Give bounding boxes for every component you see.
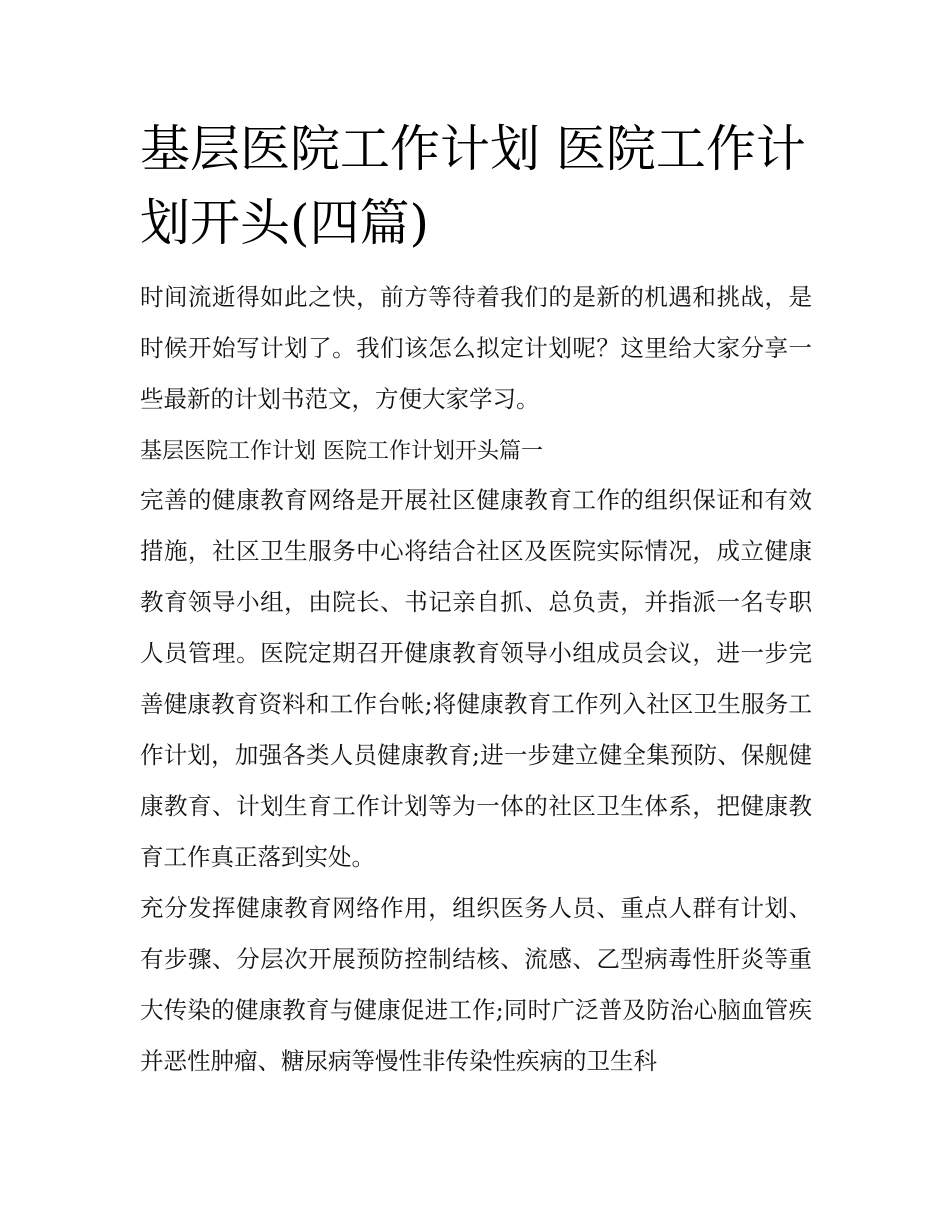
body-paragraph-2: 充分发挥健康教育网络作用，组织医务人员、重点人群有计划、有步骤、分层次开展预防控制结核、流感、乙型病毒性肝炎等重大传染的健康教育与健康促进工作;同时广泛普及防治心脑血管疾并恶性肿瘤、糖尿病等慢性非传染性疾病的卫生科 [140,894,812,1075]
document-page [140,112,812,1087]
body-paragraph-1: 完善的健康教育网络是开展社区健康教育工作的组织保证和有效措施，社区卫生服务中心将结合社区及医院实际情况，成立健康教育领导小组，由院长、书记亲自抓、总负责，并指派一名专职人员管理。医院定期召开健康教育领导小组成员会议，进一步完善健康教育资料和工作台帐;将健康教育工作列入社区卫生服务工作计划，加强各类人员健康教育;进一步建立健全集预防、保舰健康教育、计划生育工作计划等为一体的社区卫生体系，把健康教育工作真正落到实处。 [140,486,812,871]
document-title: 基层医院工作计划 医院工作计划开头(四篇) [140,120,806,252]
intro-paragraph: 时间流逝得如此之快，前方等待着我们的是新的机遇和挑战，是时候开始写计划了。我们该怎么拟定计划呢？这里给大家分享一些最新的计划书范文，方便大家学习。 [140,283,812,413]
section-heading: 基层医院工作计划 医院工作计划开头篇一 [140,439,543,464]
